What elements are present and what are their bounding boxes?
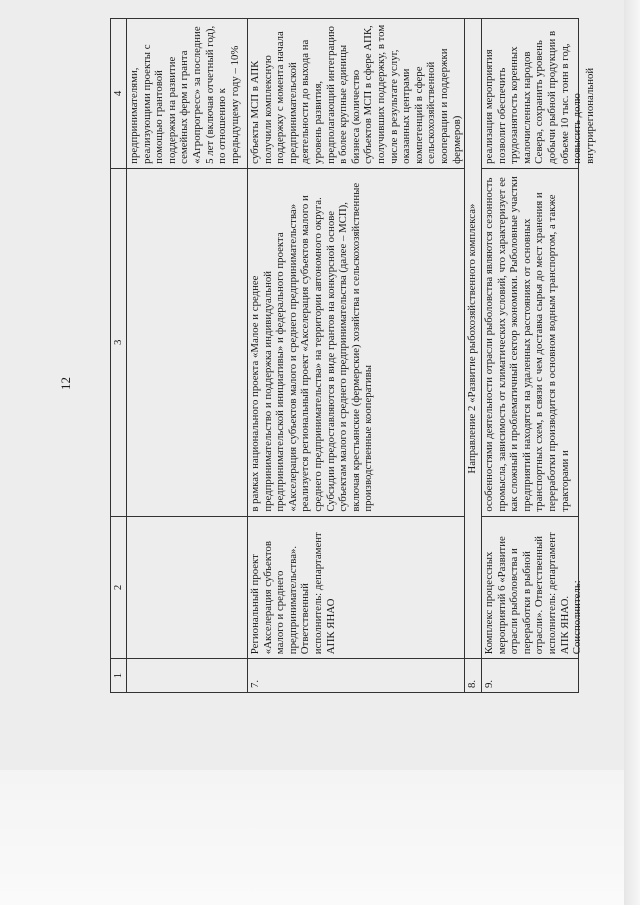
description-cell [482, 168, 579, 516]
table-header-row [111, 19, 127, 693]
result-cell [482, 19, 596, 169]
table-row-9 [482, 19, 579, 693]
header-cell-3: 3 [111, 168, 127, 516]
table-row-7 [248, 19, 465, 693]
project-name-cell [127, 516, 248, 659]
header-cell-1: 1 [111, 659, 127, 693]
table-row-8 [465, 19, 482, 693]
description-cell: в рамках национального проекта «Малое и среднее предпринимательство и поддержка индивидуальной предпринимательской инициативы» и федерального проекта «Акселерация субъектов малого и среднего предпринимательства» реализуется региональный проект «Акселерация субъектов малого и среднего предпринимательства» на территории автономного округа. Субсидии предоставляются в виде грантов на конкурсной основе субъектам малого и среднего предпринимательства (далее – МСП), включая крестьянские (фермерские) хозяйства и сельскохозяйственные производственные кооперативы [248, 168, 465, 516]
row-number [127, 659, 248, 693]
description-cell [127, 168, 248, 516]
project-name-text: Комплекс процессных мероприятий 6 «Развитие отрасли рыболовства и переработки в рыбной отрасли». Ответственный исполнитель: департамент АПК ЯНАО. Соисполнитель: [483, 532, 584, 655]
row-number: 8. [465, 659, 482, 693]
description-text: особенностями деятельности отрасли рыболовства являются сезонность промысла, зависимость от климатических условий, что характеризует ее как сложный и проблематичный сектор экономики. Рыболовные участки предприятий находятся на удаленных расстояниях от основных транспортных схем, в связи с чем доставка сырья до мест хранения и переработки производится в основном водным транспортом, а также тракторами и [483, 176, 571, 512]
table-row-continued [127, 19, 248, 693]
program-table [110, 18, 596, 693]
scan-margin [0, 770, 640, 905]
page-number: 12 [58, 377, 73, 390]
header-cell-4: 4 [111, 19, 127, 169]
direction-heading: Направление 2 «Развитие рыбохозяйственного комплекса» [465, 19, 482, 659]
result-text: реализация мероприятия позволит обеспечить трудозанятость коренных малочисленных народов Севера, сохранить уровень добычи рыбной продукции в объеме 10 тыс. тонн в год, повысить долю внутрирегиональной [483, 30, 596, 164]
result-cell: субъекты МСП в АПК получили комплексную поддержку с момента начала предпринимательской деятельности до выхода на уровень развития, предполагающий интеграцию в более крупные единицы бизнеса (количество субъектов МСП в сфере АПК, получивших поддержку, в том числе в результате услуг, оказанных центрами компетенций в сфере сельскохозяйственной кооперации и поддержки фермеров) [248, 19, 465, 169]
row-number: 7. [248, 659, 465, 693]
project-name-cell: Региональный проект «Акселерация субъектов малого и среднего предпринимательства». Ответственный исполнитель: департамент АПК ЯНАО [248, 516, 465, 659]
project-name-cell [482, 516, 584, 659]
row-number: 9. [482, 659, 579, 693]
result-cell: предпринимателями, реализующими проекты с помощью грантовой поддержки на развитие семейных ферм и гранта «Агропрогресс» за последние 5 лет (включая отчетный год), по отношению к предыдущему году – 10% [127, 19, 248, 169]
header-cell-2: 2 [111, 516, 127, 659]
